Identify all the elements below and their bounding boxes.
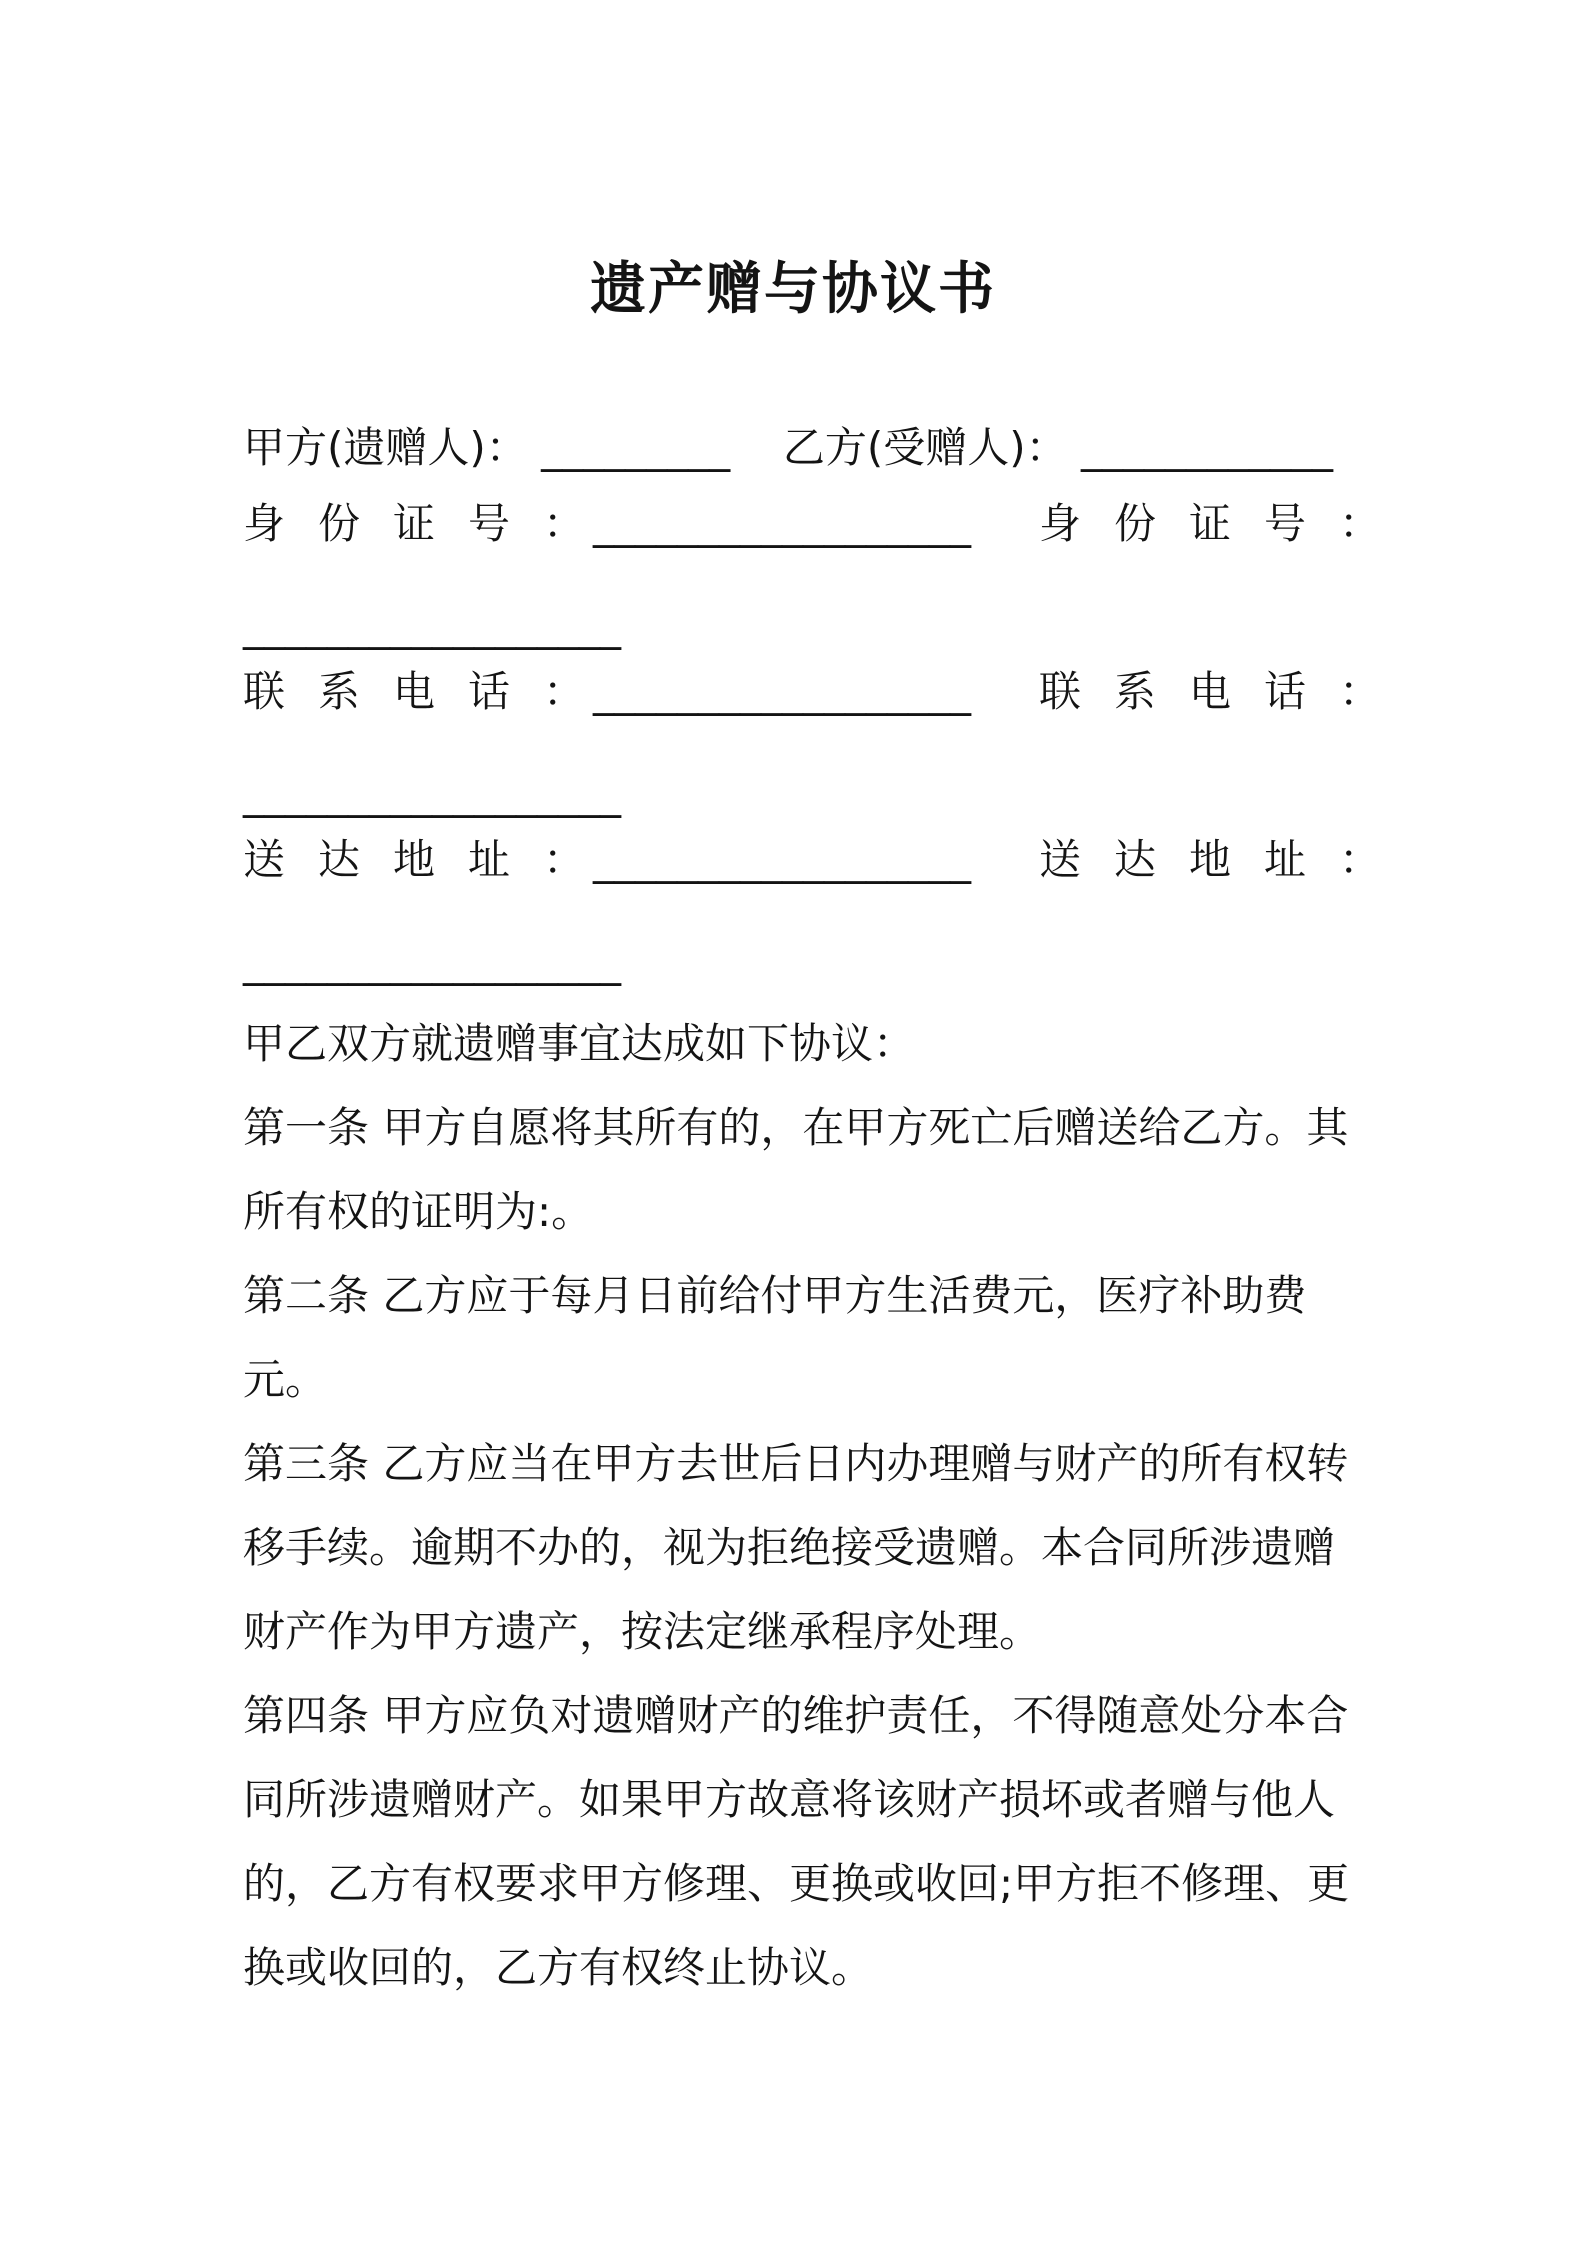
- article-1: 第一条 甲方自愿将其所有的，在甲方死亡后赠送给乙方。其所有权的证明为:。: [243, 1103, 1349, 1236]
- address-blank-b: __________________: [243, 937, 621, 986]
- party-b-blank: ____________: [1081, 423, 1333, 472]
- article-3: 第三条 乙方应当在甲方去世后日内办理赠与财产的所有权转移手续。逾期不办的，视为拒绝接受遗赠。本合同所涉遗赠财产作为甲方遗产，按法定继承程序处理。: [243, 1439, 1349, 1656]
- address-blank-a: __________________: [593, 835, 971, 884]
- article-2: 第二条 乙方应于每月日前给付甲方生活费元，医疗补助费元。: [243, 1271, 1307, 1404]
- party-b-label: 乙方(受赠人)：: [782, 423, 1068, 472]
- address-label-a: 送达地址：: [243, 835, 619, 884]
- phone-label-b: 联系电话：: [1039, 667, 1415, 716]
- article-4: 第四条 甲方应负对遗赠财产的维护责任，不得随意处分本合同所涉遗赠财产。如果甲方故意将该财产损坏或者赠与他人的，乙方有权要求甲方修理、更换或收回;甲方拒不修理、更换或收回的，乙方有权终止协议。: [243, 1691, 1350, 1992]
- id-number-blank-a: __________________: [593, 499, 971, 548]
- party-a-label: 甲方(遗赠人)：: [243, 423, 528, 472]
- phone-row: [243, 662, 1415, 722]
- agreement-body: [243, 1002, 1363, 2010]
- party-a-blank: _________: [541, 423, 731, 472]
- address-label-b: 送达地址：: [1039, 835, 1415, 884]
- phone-blank-b: __________________: [243, 769, 621, 818]
- id-number-row: [243, 494, 1415, 554]
- intro-paragraph: 甲乙双方就遗赠事宜达成如下协议：: [243, 1019, 916, 1068]
- parties-line: [243, 418, 1333, 478]
- document-title: 遗产赠与协议书: [590, 257, 996, 322]
- phone-blank-a: __________________: [593, 667, 971, 716]
- id-number-blank-b: __________________: [243, 601, 621, 650]
- address-row: [243, 830, 1415, 890]
- id-number-label-b: 身份证号：: [1039, 499, 1415, 548]
- phone-label-a: 联系电话：: [243, 667, 619, 716]
- id-number-label-a: 身份证号：: [243, 499, 619, 548]
